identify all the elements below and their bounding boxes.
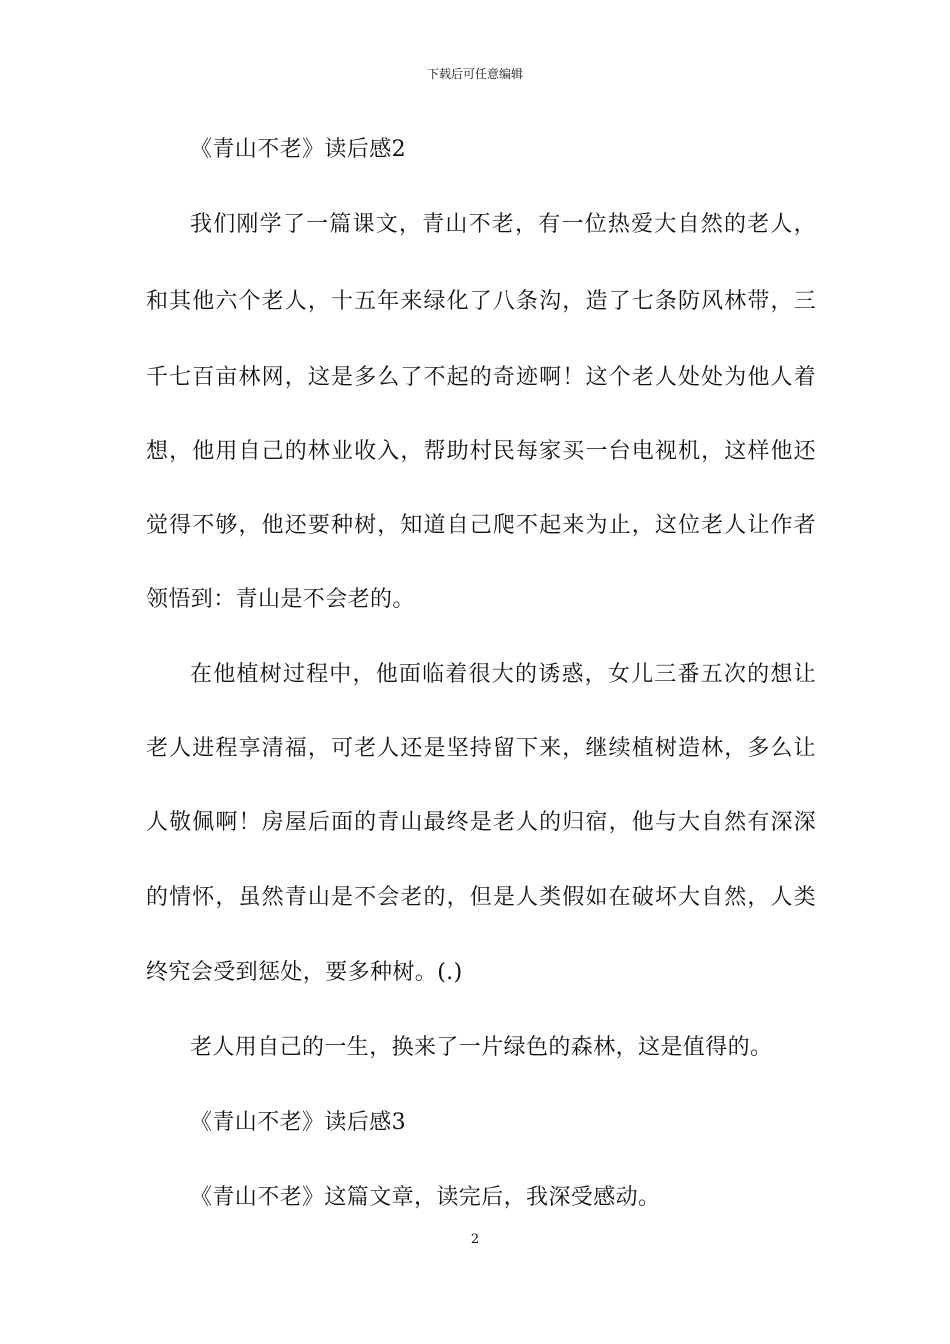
page-number: 2 <box>470 1232 480 1247</box>
paragraph-line: 领悟到：青山是不会老的。 <box>146 587 415 612</box>
paragraph-line: 老人进程享清福，可老人还是坚持留下来，继续植树造林，多么让 <box>146 736 816 761</box>
paragraph-line: 老人用自己的一生，换来了一片绿色的森林，这是值得的。 <box>190 1035 773 1060</box>
paragraph-line: 人敬佩啊！房屋后面的青山最终是老人的归宿，他与大自然有深深 <box>146 810 816 835</box>
paragraph-line: 我们刚学了一篇课文，青山不老，有一位热爱大自然的老人， <box>190 212 816 237</box>
paragraph-line: 在他植树过程中，他面临着很大的诱惑，女儿三番五次的想让 <box>190 662 816 687</box>
paragraph-line: 觉得不够，他还要种树，知道自己爬不起来为止，这位老人让作者 <box>146 513 816 538</box>
page-header: 下载后可任意编辑 <box>426 67 523 81</box>
paragraph-line: 和其他六个老人，十五年来绿化了八条沟，造了七条防风林带，三 <box>146 289 816 314</box>
paragraph-line: 终究会受到惩处，要多种树。(.) <box>146 960 463 985</box>
paragraph-line: 想，他用自己的林业收入，帮助村民每家买一台电视机，这样他还 <box>146 439 816 464</box>
paragraph-line: 的情怀，虽然青山是不会老的，但是人类假如在破坏大自然，人类 <box>146 885 816 910</box>
essay-heading-2: 《青山不老》读后感2 <box>190 137 406 162</box>
essay-heading-3: 《青山不老》读后感3 <box>190 1110 406 1135</box>
paragraph-line: 千七百亩林网，这是多么了不起的奇迹啊！这个老人处处为他人着 <box>146 365 816 390</box>
paragraph-line: 《青山不老》这篇文章，读完后，我深受感动。 <box>190 1185 661 1210</box>
